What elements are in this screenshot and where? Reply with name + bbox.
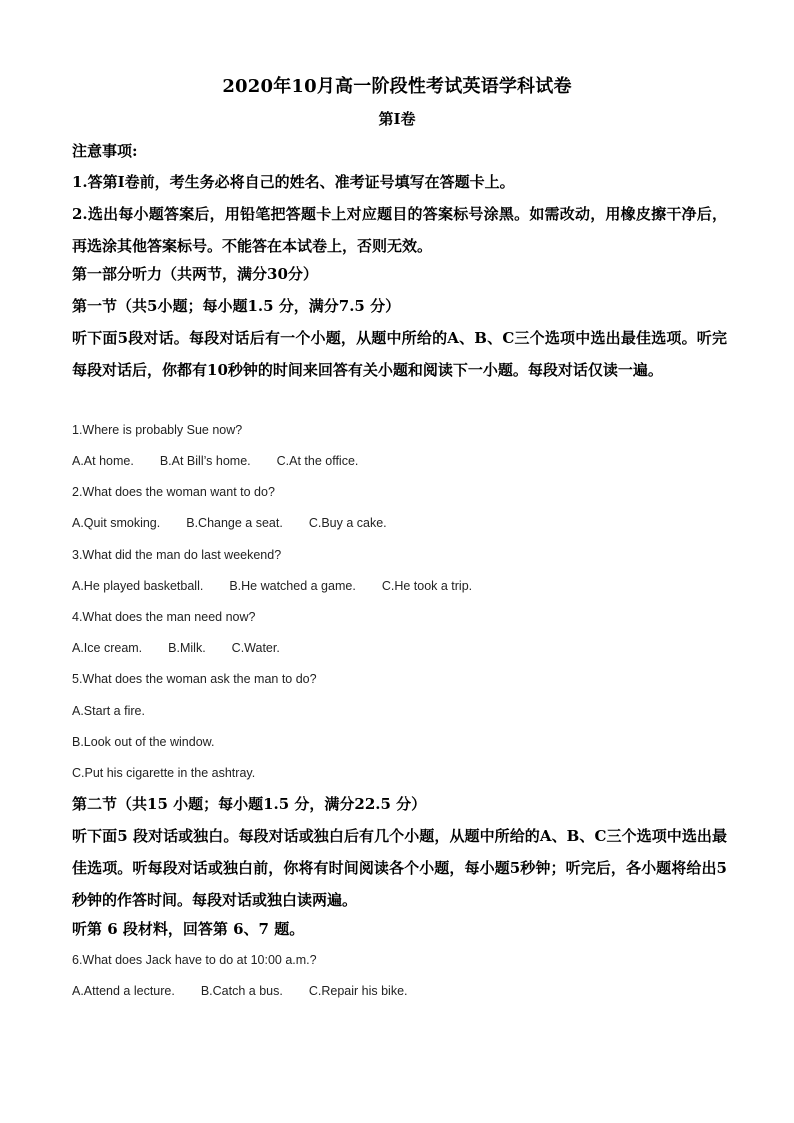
question-text: 6.What does Jack have to do at 10:00 a.m.? [72, 953, 317, 967]
option: A.Start a fire. [72, 704, 145, 718]
option: A.He played basketball. [72, 579, 204, 593]
volume-title: 第I卷 [378, 110, 416, 128]
question-text: 3.What did the man do last weekend? [72, 548, 282, 562]
option: C.Put his cigarette in the ashtray. [72, 766, 256, 780]
option: A.Ice cream. [72, 641, 143, 655]
option: B.Look out of the window. [72, 735, 215, 749]
option: B.At Bill’s home. [159, 454, 251, 468]
notes-item-2: 2.选出每小题答案后，用铅笔把答题卡上对应题目的答案标号涂黑。如需改动，用橡皮擦干净后，再选涂其他答案标号。不能答在本试卷上，否则无效。 [72, 205, 727, 255]
question-options [72, 579, 498, 593]
notes-item-1: 1.答第I卷前，考生务必将自己的姓名、准考证号填写在答题卡上。 [72, 173, 515, 191]
option: A.Attend a lecture. [72, 984, 175, 998]
option: C.Water. [231, 641, 280, 655]
section1-instructions: 听下面5段对话。每段对话后有一个小题，从题中所给的A、B、C三个选项中选出最佳选项。听完每段对话后，你都有10秒钟的时间来回答有关小题和阅读下一小题。每段对话仅读一遍。 [72, 329, 727, 379]
material-instruction: 听第 6 段材料，回答第 6、7 题。 [72, 920, 305, 938]
option: C.He took a trip. [381, 579, 473, 593]
option: A.At home. [72, 454, 134, 468]
option: B.Catch a bus. [200, 984, 283, 998]
option: C.At the office. [276, 454, 359, 468]
question-options [72, 516, 413, 530]
option: B.He watched a game. [229, 579, 356, 593]
option: B.Change a seat. [186, 516, 283, 530]
question-text: 4.What does the man need now? [72, 610, 256, 624]
page-title: 2020年10月高一阶段性考试英语学科试卷 [222, 76, 572, 97]
question-text: 5.What does the woman ask the man to do? [72, 672, 317, 686]
option: C.Repair his bike. [308, 984, 408, 998]
question-text: 2.What does the woman want to do? [72, 485, 275, 499]
section1-heading: 第一节（共5小题；每小题1.5 分，满分7.5 分） [72, 297, 401, 315]
option: B.Milk. [168, 641, 206, 655]
question-options [72, 454, 384, 468]
part1-heading: 第一部分听力（共两节，满分30分） [72, 265, 318, 283]
question-options [72, 984, 434, 998]
question-options [72, 641, 306, 655]
notes-heading: 注意事项: [72, 142, 138, 160]
option: C.Buy a cake. [308, 516, 387, 530]
option: A.Quit smoking. [72, 516, 161, 530]
section2-heading: 第二节（共15 小题；每小题1.5 分，满分22.5 分） [72, 795, 427, 813]
section2-instructions: 听下面5 段对话或独白。每段对话或独白后有几个小题，从题中所给的A、B、C三个选项中选出最佳选项。听每段对话或独白前，你将有时间阅读各个小题，每小题5秒钟；听完后，各小题将给出5 秒钟的作答时间。每段对话或独白读两遍。 [72, 827, 727, 909]
question-text: 1.Where is probably Sue now? [72, 423, 243, 437]
